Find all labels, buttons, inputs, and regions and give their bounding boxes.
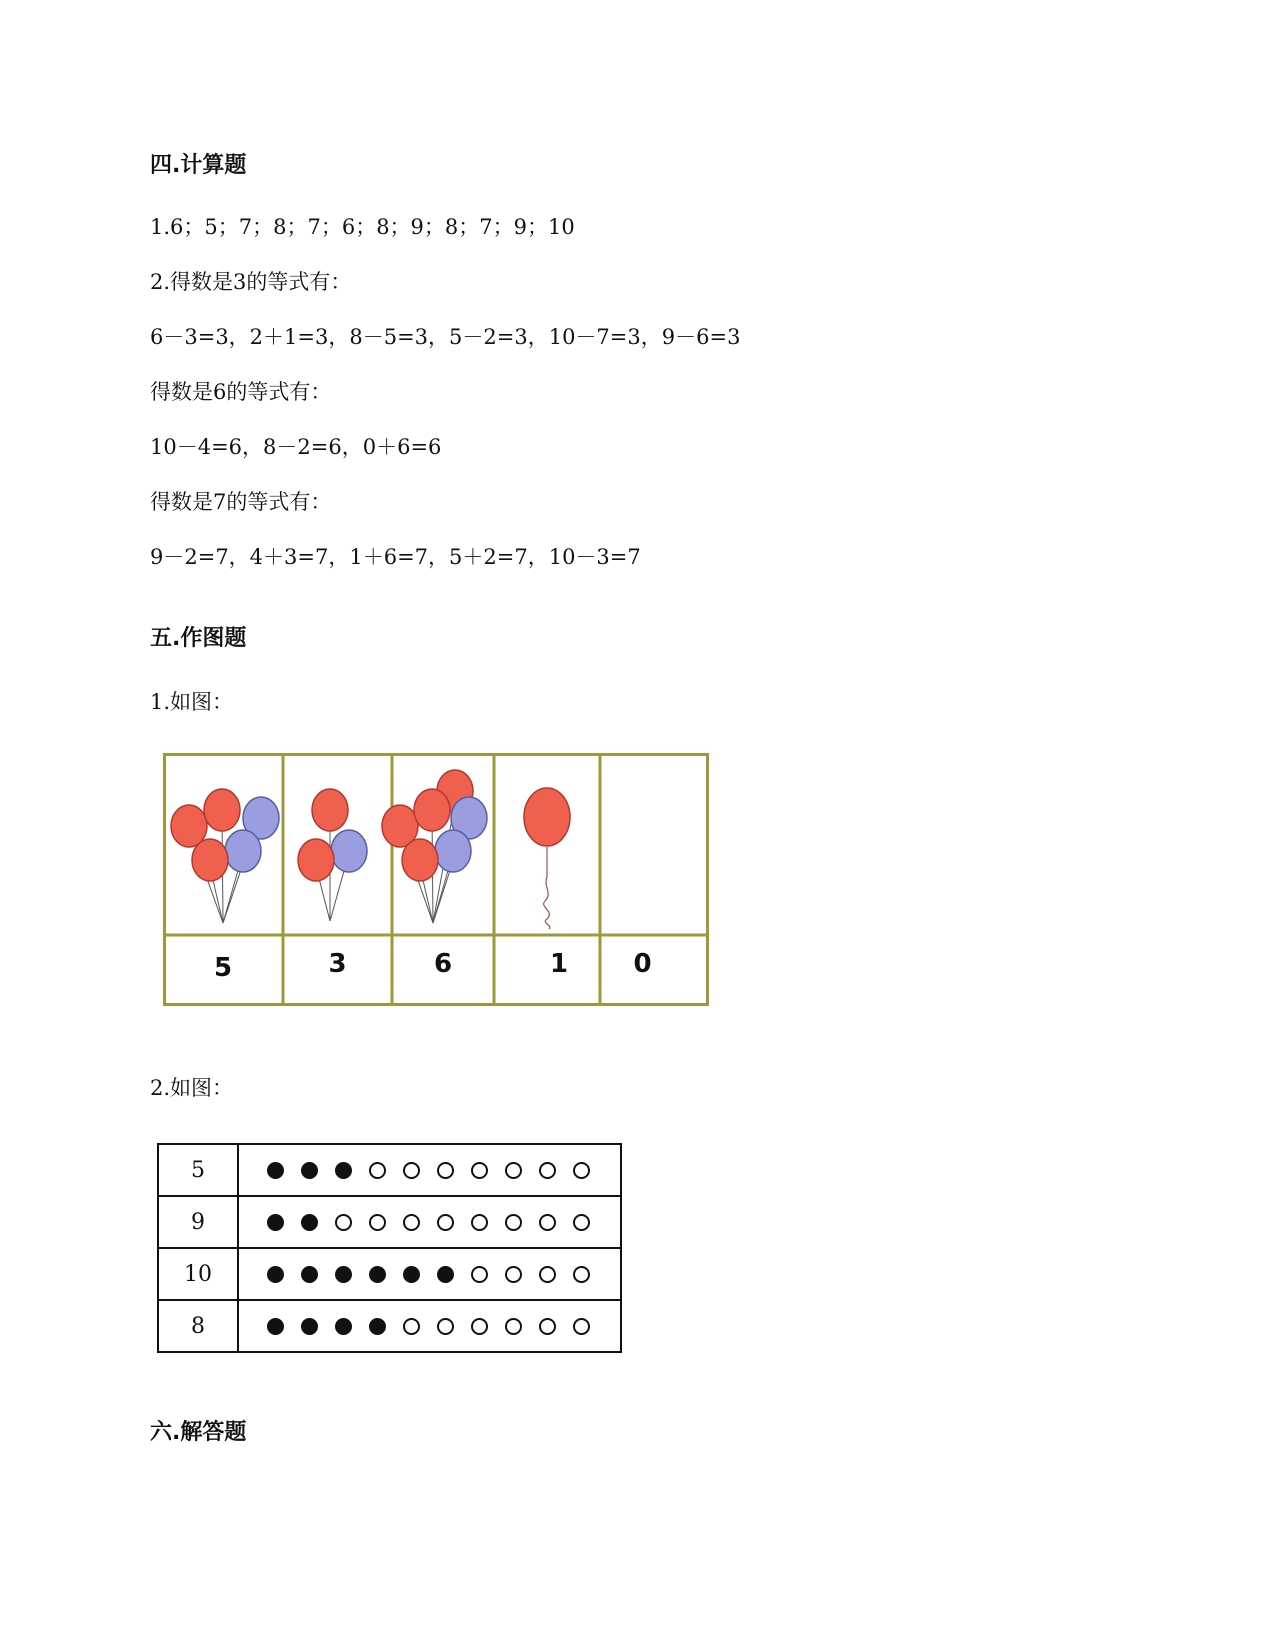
empty-dot	[539, 1266, 556, 1283]
filled-dot	[335, 1318, 352, 1335]
dot-row-dots	[238, 1144, 621, 1196]
equations-6: 10－4=6，8－2=6，0＋6=6	[150, 435, 442, 459]
empty-dot	[505, 1266, 522, 1283]
dot-count-table	[157, 1143, 622, 1353]
empty-dot	[573, 1318, 590, 1335]
draw-q1-label: 1.如图：	[150, 690, 234, 714]
dot-row	[158, 1144, 621, 1196]
empty-dot	[403, 1214, 420, 1231]
dot-row	[158, 1196, 621, 1248]
empty-dot	[471, 1266, 488, 1283]
balloon-count-cell-2: 3	[328, 949, 347, 979]
dot-row-number: 8	[158, 1300, 238, 1352]
empty-dot	[437, 1318, 454, 1335]
equations-3: 6－3=3，2＋1=3，8－5=3，5－2=3，10－7=3，9－6=3	[150, 325, 741, 349]
empty-dot	[369, 1162, 386, 1179]
empty-dot	[539, 1214, 556, 1231]
filled-dot	[267, 1214, 284, 1231]
q2-intro-3: 2.得数是3的等式有：	[150, 270, 352, 294]
empty-dot	[471, 1162, 488, 1179]
balloon-group-3	[298, 789, 367, 921]
balloon-count-cell-1: 5	[213, 953, 233, 983]
filled-dot	[369, 1266, 386, 1283]
filled-dot	[437, 1266, 454, 1283]
filled-dot	[403, 1266, 420, 1283]
balloon-count-table	[163, 753, 709, 1006]
empty-dot	[437, 1214, 454, 1231]
balloon-group-6	[382, 770, 487, 923]
dot-row-dots	[238, 1248, 621, 1300]
filled-dot	[267, 1318, 284, 1335]
balloon-count-cell-3: 6	[433, 949, 453, 979]
empty-dot	[505, 1318, 522, 1335]
empty-dot	[539, 1162, 556, 1179]
empty-dot	[335, 1214, 352, 1231]
filled-dot	[301, 1318, 318, 1335]
filled-dot	[301, 1214, 318, 1231]
equations-7: 9－2=7，4＋3=7，1＋6=7，5＋2=7，10－3=7	[150, 545, 641, 569]
q2-intro-7: 得数是7的等式有：	[150, 490, 332, 514]
section-6-title: 六.解答题	[150, 1420, 247, 1445]
filled-dot	[267, 1162, 284, 1179]
empty-dot	[573, 1162, 590, 1179]
section-4-title: 四.计算题	[150, 153, 247, 178]
dot-row	[158, 1300, 621, 1352]
draw-q2-label: 2.如图：	[150, 1076, 234, 1100]
empty-dot	[471, 1318, 488, 1335]
balloon-count-cell-5: 0	[633, 949, 652, 979]
dot-row-number: 10	[158, 1248, 238, 1300]
section-5-title: 五.作图题	[150, 626, 247, 651]
dot-row-number: 5	[158, 1144, 238, 1196]
filled-dot	[335, 1162, 352, 1179]
empty-dot	[437, 1162, 454, 1179]
filled-dot	[335, 1266, 352, 1283]
empty-dot	[573, 1266, 590, 1283]
empty-dot	[369, 1214, 386, 1231]
q1-answers: 1.6；5；7；8；7；6；8；9；8；7；9；10	[150, 215, 575, 239]
dot-row-number: 9	[158, 1196, 238, 1248]
filled-dot	[267, 1266, 284, 1283]
dot-row	[158, 1248, 621, 1300]
balloon-group-1	[524, 788, 570, 929]
q2-intro-6: 得数是6的等式有：	[150, 380, 332, 404]
empty-dot	[505, 1162, 522, 1179]
empty-dot	[471, 1214, 488, 1231]
balloon-count-cell-4: 1	[549, 949, 569, 979]
dot-row-dots	[238, 1196, 621, 1248]
filled-dot	[301, 1266, 318, 1283]
empty-dot	[573, 1214, 590, 1231]
empty-dot	[505, 1214, 522, 1231]
filled-dot	[301, 1162, 318, 1179]
empty-dot	[403, 1318, 420, 1335]
empty-dot	[403, 1162, 420, 1179]
balloon-group-5	[171, 789, 279, 923]
filled-dot	[369, 1318, 386, 1335]
dot-row-dots	[238, 1300, 621, 1352]
empty-dot	[539, 1318, 556, 1335]
